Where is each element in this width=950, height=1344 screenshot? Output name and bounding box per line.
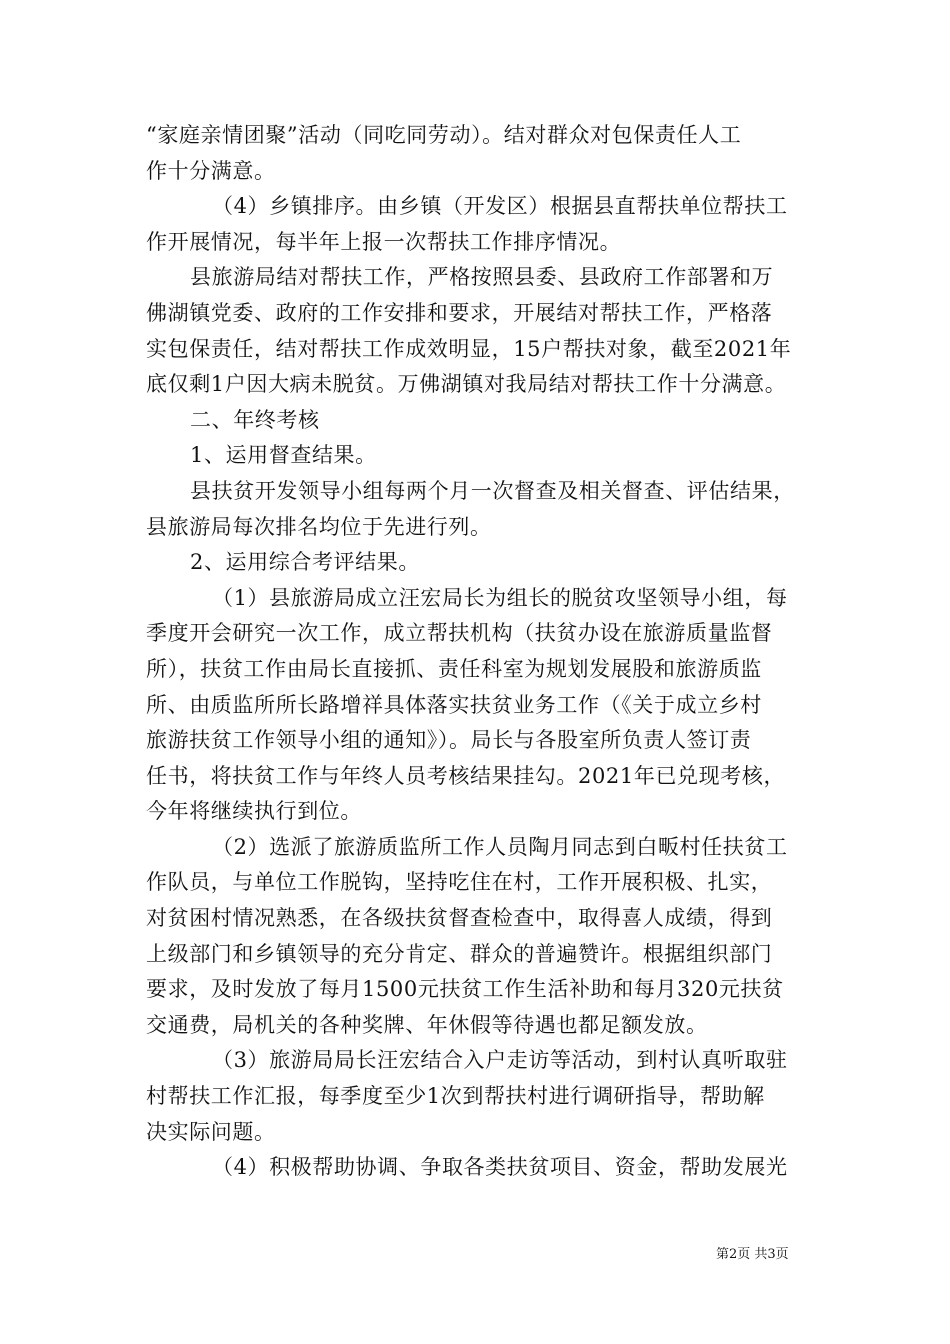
- text-line: 交通费，局机关的各种奖牌、年休假等待遇也都足额发放。: [146, 1012, 708, 1037]
- text-line: 县旅游局每次排名均位于先进行列。: [146, 514, 492, 539]
- text-line: 决实际问题。: [146, 1119, 276, 1144]
- text-line: 任书，将扶贫工作与年终人员考核结果挂勾。2021年已兑现考核，: [146, 763, 786, 788]
- text-line: 旅游扶贫工作领导小组的通知》）。局长与各股室所负责人签订责: [146, 728, 752, 753]
- text-line: 对贫困村情况熟悉，在各级扶贫督查检查中，取得喜人成绩，得到: [146, 906, 773, 931]
- text-line: 1、运用督查结果。: [190, 443, 377, 468]
- page-number-footer: 第2页 共3页: [716, 1247, 789, 1262]
- text-line: 县旅游局结对帮扶工作，严格按照县委、县政府工作部署和万: [190, 265, 774, 290]
- text-line: 上级部门和乡镇领导的充分肯定、群众的普遍赞许。根据组织部门: [146, 941, 773, 966]
- text-line: （2）选派了旅游质监所工作人员陶月同志到白畈村任扶贫工: [212, 834, 788, 859]
- text-line: 村帮扶工作汇报，每季度至少1次到帮扶村进行调研指导，帮助解: [146, 1084, 765, 1109]
- text-line: （3）旅游局局长汪宏结合入户走访等活动，到村认真听取驻: [212, 1048, 788, 1073]
- text-line: （4）积极帮助协调、争取各类扶贫项目、资金，帮助发展光: [212, 1155, 788, 1180]
- text-line: 作开展情况，每半年上报一次帮扶工作排序情况。: [146, 229, 622, 254]
- text-line: “家庭亲情团聚”活动（同吃同劳动）。结对群众对包保责任人工: [146, 123, 742, 147]
- text-line: 今年将继续执行到位。: [146, 799, 362, 824]
- text-line: 2、运用综合考评结果。: [190, 550, 420, 575]
- text-line: （1）县旅游局成立汪宏局长为组长的脱贫攻坚领导小组，每: [212, 585, 788, 610]
- document-body: [146, 118, 816, 1186]
- text-line: 佛湖镇党委、政府的工作安排和要求，开展结对帮扶工作，严格落: [146, 300, 773, 325]
- text-line: 作十分满意。: [146, 158, 276, 183]
- document-text-block: [146, 118, 816, 1186]
- text-line: 所），扶贫工作由局长直接抓、责任科室为规划发展股和旅游质监: [146, 656, 762, 681]
- text-line: 所、由质监所所长路增祥具体落实扶贫业务工作（《关于成立乡村: [146, 692, 762, 717]
- text-line: （4）乡镇排序。由乡镇（开发区）根据县直帮扶单位帮扶工: [212, 194, 788, 219]
- text-line: 二、年终考核: [190, 407, 320, 432]
- text-line: 季度开会研究一次工作，成立帮扶机构（扶贫办设在旅游质量监督: [146, 621, 773, 646]
- text-line: 县扶贫开发领导小组每两个月一次督查及相关督查、评估结果，: [190, 478, 795, 503]
- text-line: 底仅剩1户因大病未脱贫。万佛湖镇对我局结对帮扶工作十分满意。: [146, 372, 787, 397]
- text-line: 实包保责任，结对帮扶工作成效明显，15户帮扶对象，截至2021年: [146, 336, 792, 361]
- text-line: 要求，及时发放了每月1500元扶贫工作生活补助和每月320元扶贫: [146, 977, 784, 1002]
- text-line: 作队员，与单位工作脱钩，坚持吃住在村，工作开展积极、扎实，: [146, 870, 773, 895]
